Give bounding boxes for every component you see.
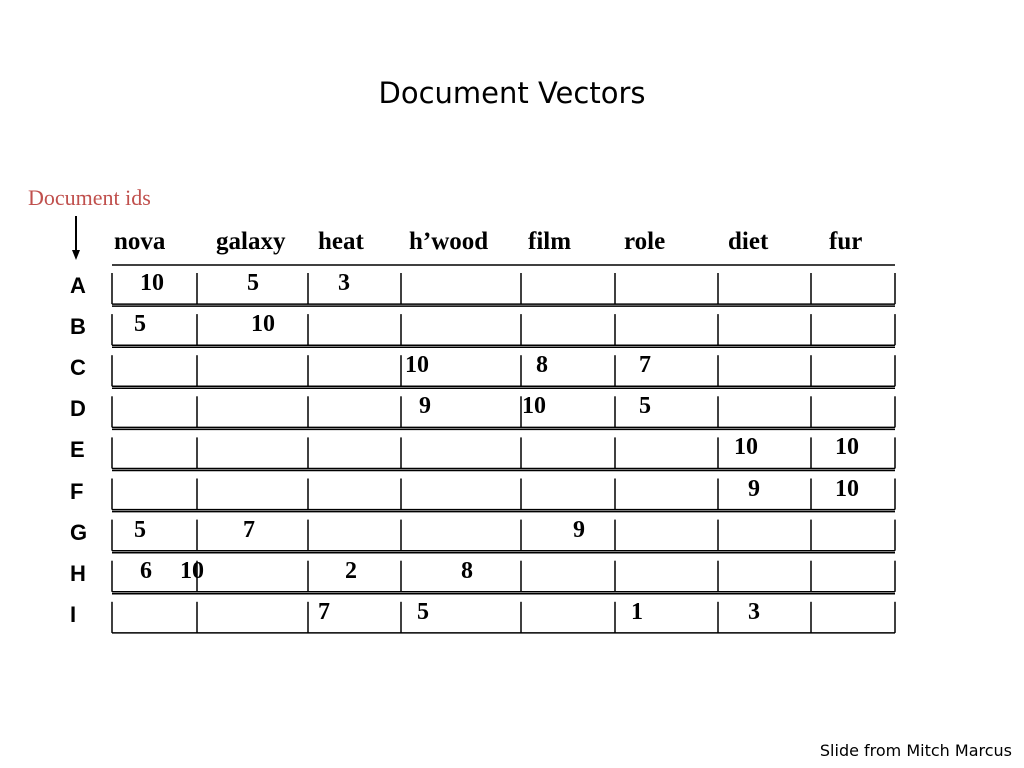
term-frequency-value: 10 [180,557,204,584]
term-frequency-value: 10 [835,475,859,502]
term-frequency-value: 7 [639,352,651,379]
term-frequency-value: 5 [134,311,146,338]
term-frequency-value: 10 [734,434,758,461]
term-frequency-value: 5 [134,516,146,543]
term-frequency-value: 10 [140,270,164,296]
term-frequency-value: 7 [243,516,255,543]
document-id: B [70,314,86,340]
term-frequency-value: 9 [419,393,431,420]
term-frequency-value: 10 [405,352,429,379]
term-frequency-value: 9 [573,516,585,543]
term-frequency-value: 3 [748,598,760,625]
term-frequency-value: 9 [748,475,760,502]
slide-credit: Slide from Mitch Marcus [819,741,1012,760]
term-frequency-value: 7 [318,598,330,625]
document-id: G [70,519,88,545]
document-id: F [70,478,84,504]
term-header: role [624,228,666,255]
document-id: E [70,437,85,463]
term-frequency-value: 3 [338,270,350,296]
term-header: nova [114,228,166,255]
term-frequency-value: 10 [522,393,546,420]
term-header: h’wood [409,228,489,255]
slide-title: Document Vectors [378,76,646,110]
term-frequency-value: 1 [631,598,643,625]
term-header: heat [318,228,364,255]
term-frequency-value: 8 [536,352,548,379]
document-id: I [70,601,77,627]
term-frequency-value: 10 [251,311,275,338]
term-header: film [528,228,572,255]
term-header: fur [829,228,863,255]
term-frequency-value: 6 [140,557,152,584]
document-id: A [70,273,86,298]
document-ids-label: Document ids [28,185,151,210]
term-frequency-value: 10 [835,434,859,461]
term-frequency-value: 2 [345,557,357,584]
term-frequency-value: 5 [247,270,259,296]
document-id: H [70,560,86,586]
document-id: D [70,396,86,422]
term-header: galaxy [216,228,286,255]
term-header: diet [728,228,769,255]
document-id: C [70,355,86,381]
term-frequency-value: 5 [639,393,651,420]
term-frequency-value: 5 [417,598,429,625]
term-frequency-value: 8 [461,557,473,584]
